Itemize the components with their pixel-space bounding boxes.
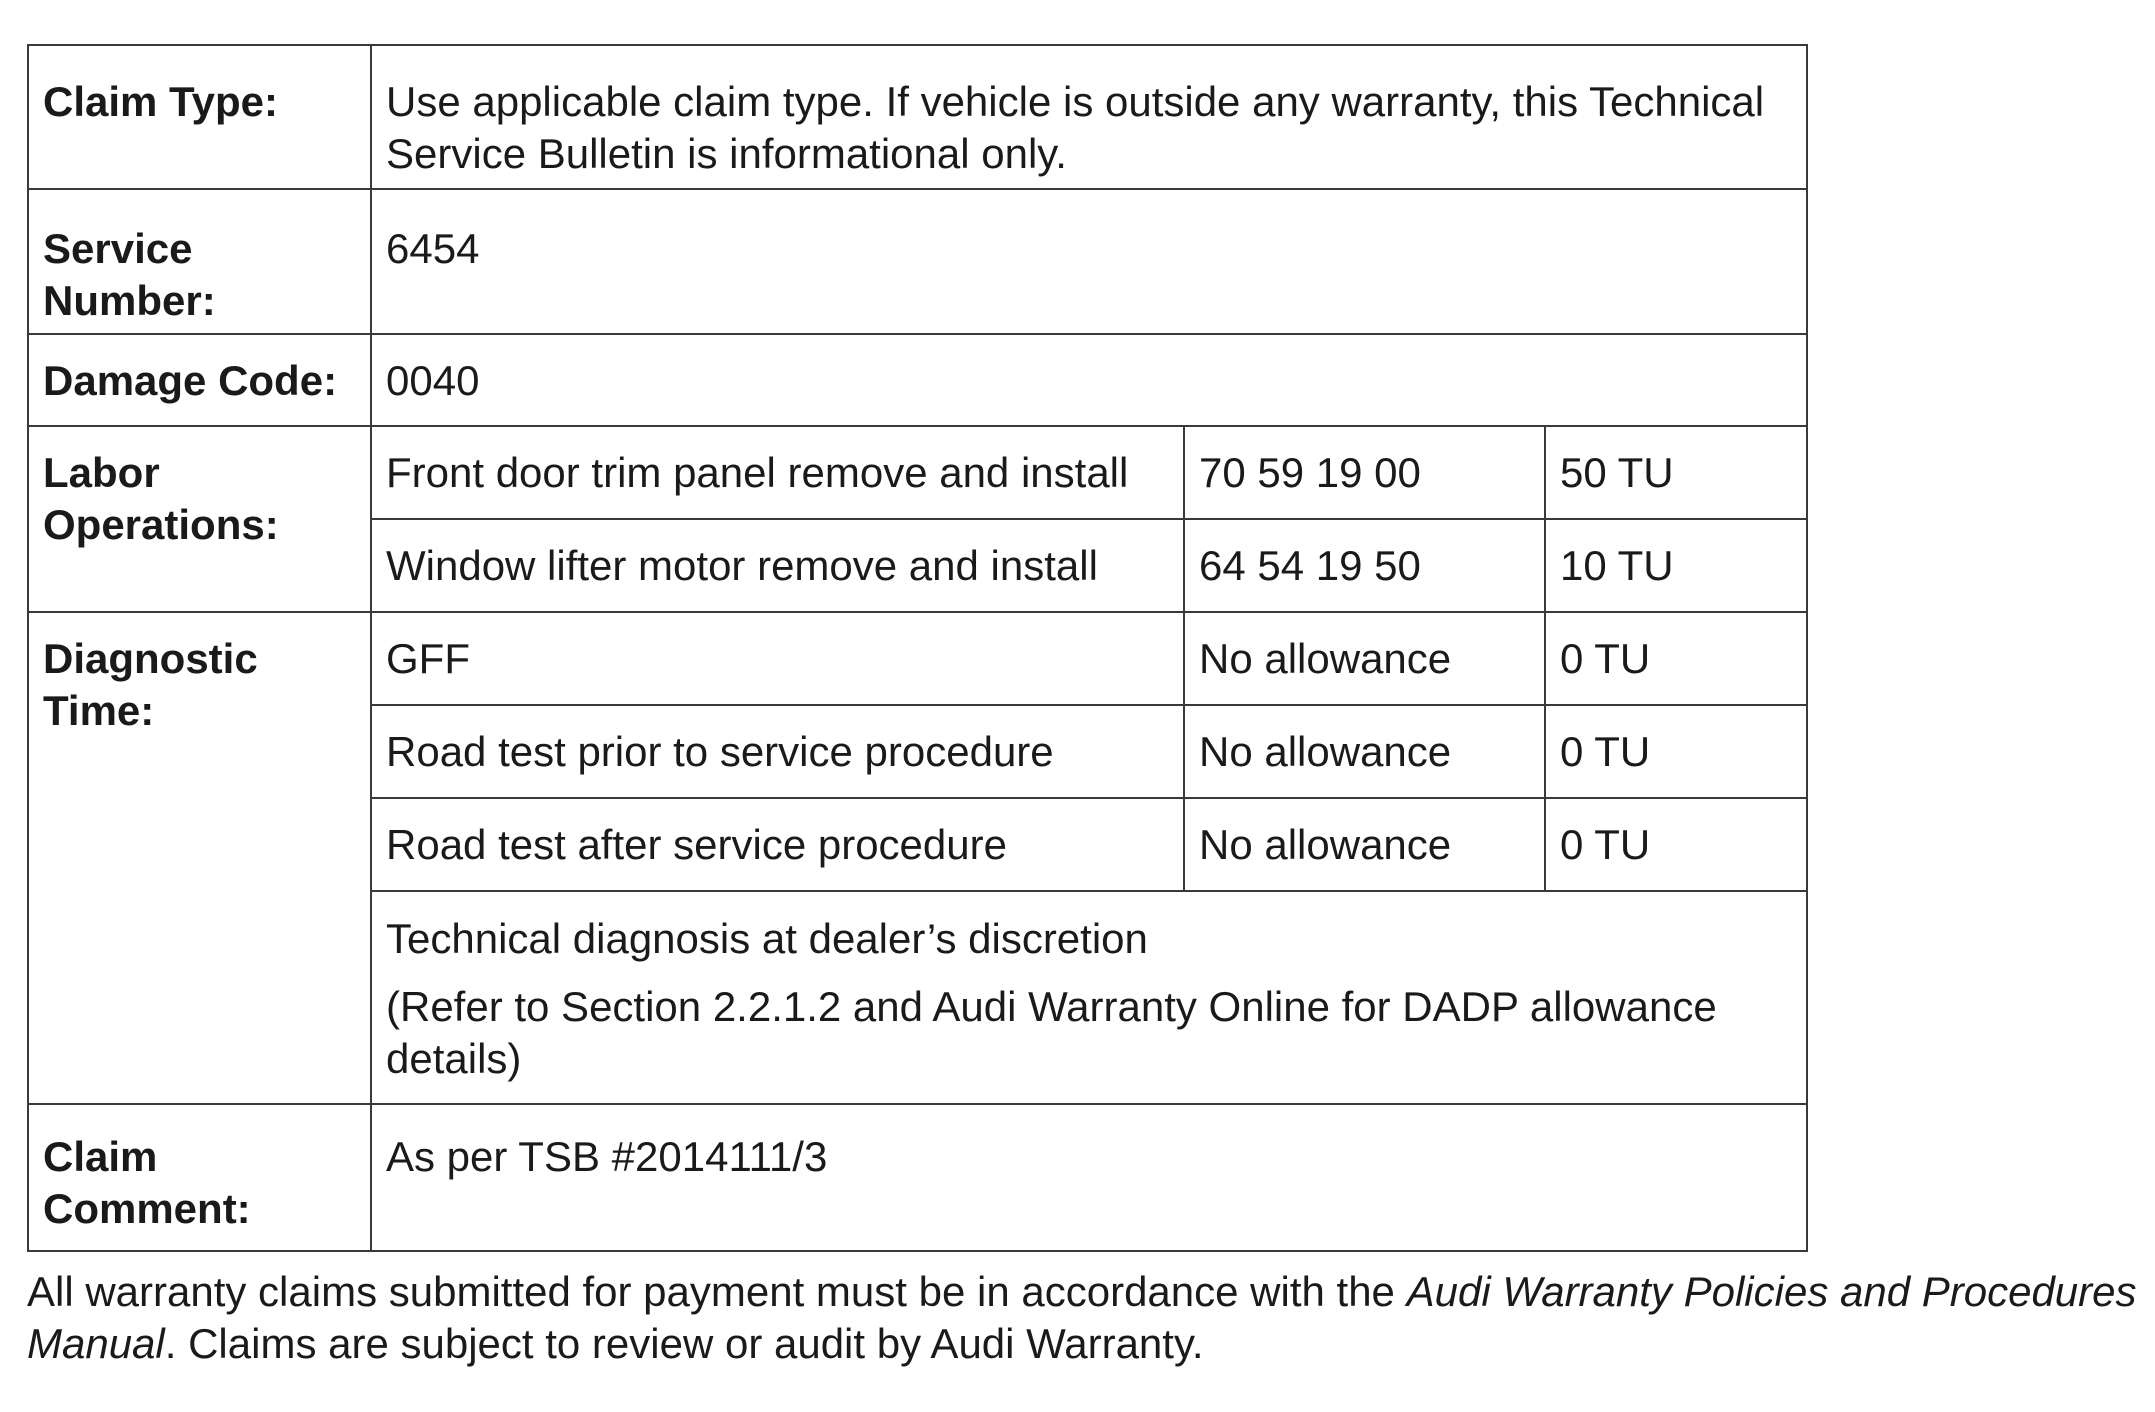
service-number-row: [28, 189, 1807, 334]
claim-comment-value: As per TSB #2014111/3: [371, 1104, 1807, 1251]
diagnostic-description: Road test prior to service procedure: [371, 705, 1184, 798]
diagnostic-description: GFF: [371, 612, 1184, 705]
diagnostic-description: Road test after service procedure: [371, 798, 1184, 891]
diagnostic-time: 0 TU: [1545, 705, 1807, 798]
diagnostic-time: 0 TU: [1545, 798, 1807, 891]
diagnostic-allowance: No allowance: [1184, 705, 1545, 798]
claim-comment-label: Claim Comment:: [28, 1104, 371, 1251]
claim-info-table: [27, 44, 1808, 1252]
claim-type-value: Use applicable claim type. If vehicle is outside any warranty, this Technical Service Bulletin is informational only.: [371, 45, 1807, 189]
warranty-claim-document: [27, 44, 2137, 1412]
diagnostic-time: 0 TU: [1545, 612, 1807, 705]
damage-code-label: Damage Code:: [28, 334, 371, 426]
diagnostic-note-line: Technical diagnosis at dealer’s discretion: [386, 915, 1148, 962]
service-number-value: 6454: [371, 189, 1807, 334]
damage-code-value: 0040: [371, 334, 1807, 426]
labor-operations-label: Labor Operations:: [28, 426, 371, 612]
claim-type-row: [28, 45, 1807, 189]
labor-operation-code: 70 59 19 00: [1184, 426, 1545, 519]
diagnostic-time-label: Diagnostic Time:: [28, 612, 371, 1104]
warranty-footer-note: [27, 1266, 2137, 1370]
claim-comment-row: [28, 1104, 1807, 1251]
manual-title: Audi Warranty Policies and Procedures Manual: [27, 1268, 2137, 1367]
labor-operation-time: 10 TU: [1545, 519, 1807, 612]
diagnostic-time-row: [28, 612, 1807, 705]
diagnostic-note: [371, 891, 1807, 1104]
service-number-label: Service Number:: [28, 189, 371, 334]
diagnostic-note-reference: (Refer to Section 2.2.1.2 and Audi Warranty Online for DADP allowance details): [386, 983, 1717, 1082]
claim-type-label: Claim Type:: [28, 45, 371, 189]
diagnostic-allowance: No allowance: [1184, 798, 1545, 891]
labor-operation-description: Window lifter motor remove and install: [371, 519, 1184, 612]
labor-operation-time: 50 TU: [1545, 426, 1807, 519]
footer-text-before: All warranty claims submitted for payment must be in accordance with the: [27, 1268, 1407, 1315]
footer-text-after: . Claims are subject to review or audit by Audi Warranty.: [164, 1320, 1204, 1367]
labor-operation-description: Front door trim panel remove and install: [371, 426, 1184, 519]
diagnostic-allowance: No allowance: [1184, 612, 1545, 705]
damage-code-row: [28, 334, 1807, 426]
labor-operation-code: 64 54 19 50: [1184, 519, 1545, 612]
labor-operation-row: [28, 426, 1807, 519]
